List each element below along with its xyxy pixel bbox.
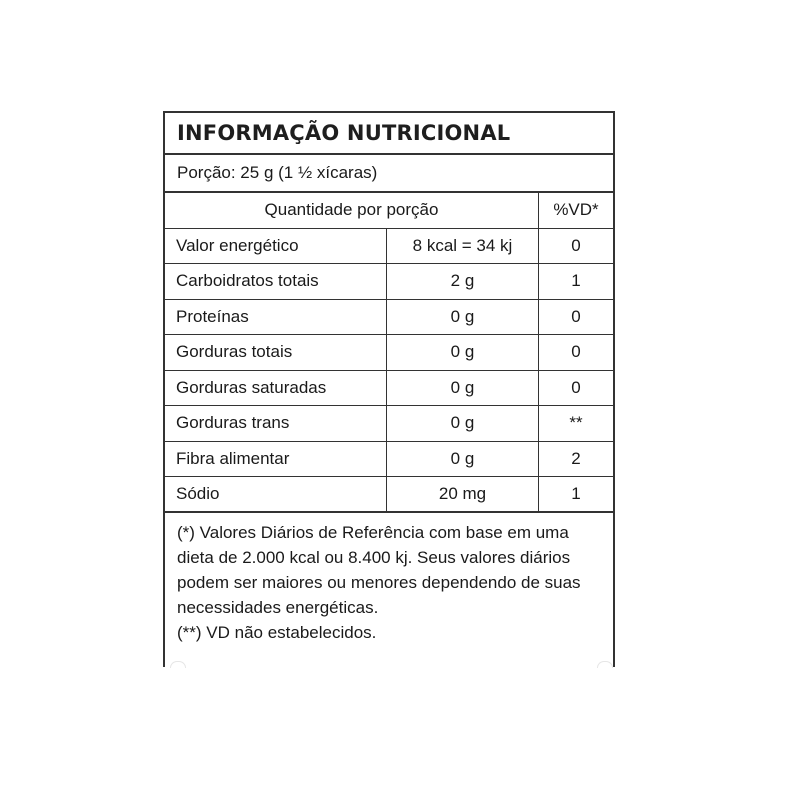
nutrient-amount: 2 g xyxy=(387,264,539,299)
nutrient-amount: 0 g xyxy=(387,442,539,477)
nutrient-dv: 0 xyxy=(571,342,581,362)
footnote-not-established: (**) VD não estabelecidos. xyxy=(177,623,377,642)
corner-mark-left xyxy=(170,661,186,668)
nutrient-name: Gorduras saturadas xyxy=(165,371,387,406)
table-row xyxy=(165,229,613,265)
table-row xyxy=(165,477,613,513)
footnote-reference: (*) Valores Diários de Referência com base em uma dieta de 2.000 kcal ou 8.400 kj. Seus valores diários podem ser maiores ou menores dependendo de suas necessidades energéticas. xyxy=(177,523,581,617)
nutrient-name: Fibra alimentar xyxy=(165,442,387,477)
nutrient-dv: 0 xyxy=(571,235,581,255)
header-dv: %VD* xyxy=(553,200,599,220)
nutrient-name: Carboidratos totais xyxy=(165,264,387,299)
portion-size: Porção: 25 g (1 ½ xícaras) xyxy=(177,163,378,182)
nutrition-facts-label xyxy=(163,111,615,667)
nutrient-dv: 2 xyxy=(571,448,581,468)
nutrient-dv: 1 xyxy=(571,271,581,291)
corner-mark-right xyxy=(597,661,613,668)
nutrient-dv: ** xyxy=(569,413,583,433)
nutrient-name: Gorduras trans xyxy=(165,406,387,441)
nutrient-amount: 8 kcal = 34 kj xyxy=(387,229,539,264)
nutrient-amount: 0 g xyxy=(387,300,539,335)
nutrient-name: Sódio xyxy=(165,477,387,511)
title-divider xyxy=(165,153,613,155)
table-row xyxy=(165,335,613,371)
nutrition-table xyxy=(165,191,613,513)
nutrient-name: Proteínas xyxy=(165,300,387,335)
table-row xyxy=(165,371,613,407)
nutrient-name: Valor energético xyxy=(165,229,387,264)
nutrient-amount: 0 g xyxy=(387,406,539,441)
table-header-row xyxy=(165,193,613,229)
nutrient-dv: 0 xyxy=(571,306,581,326)
nutrient-amount: 20 mg xyxy=(387,477,539,511)
nutrient-amount: 0 g xyxy=(387,371,539,406)
table-row xyxy=(165,264,613,300)
table-row xyxy=(165,406,613,442)
table-row xyxy=(165,300,613,336)
table-row xyxy=(165,442,613,478)
footnotes xyxy=(177,520,607,645)
nutrient-dv: 1 xyxy=(571,483,581,503)
nutrient-dv: 0 xyxy=(571,377,581,397)
nutrient-amount: 0 g xyxy=(387,335,539,370)
header-quantity: Quantidade por porção xyxy=(165,193,539,228)
nutrient-name: Gorduras totais xyxy=(165,335,387,370)
label-title: INFORMAÇÃO NUTRICIONAL xyxy=(177,121,511,145)
